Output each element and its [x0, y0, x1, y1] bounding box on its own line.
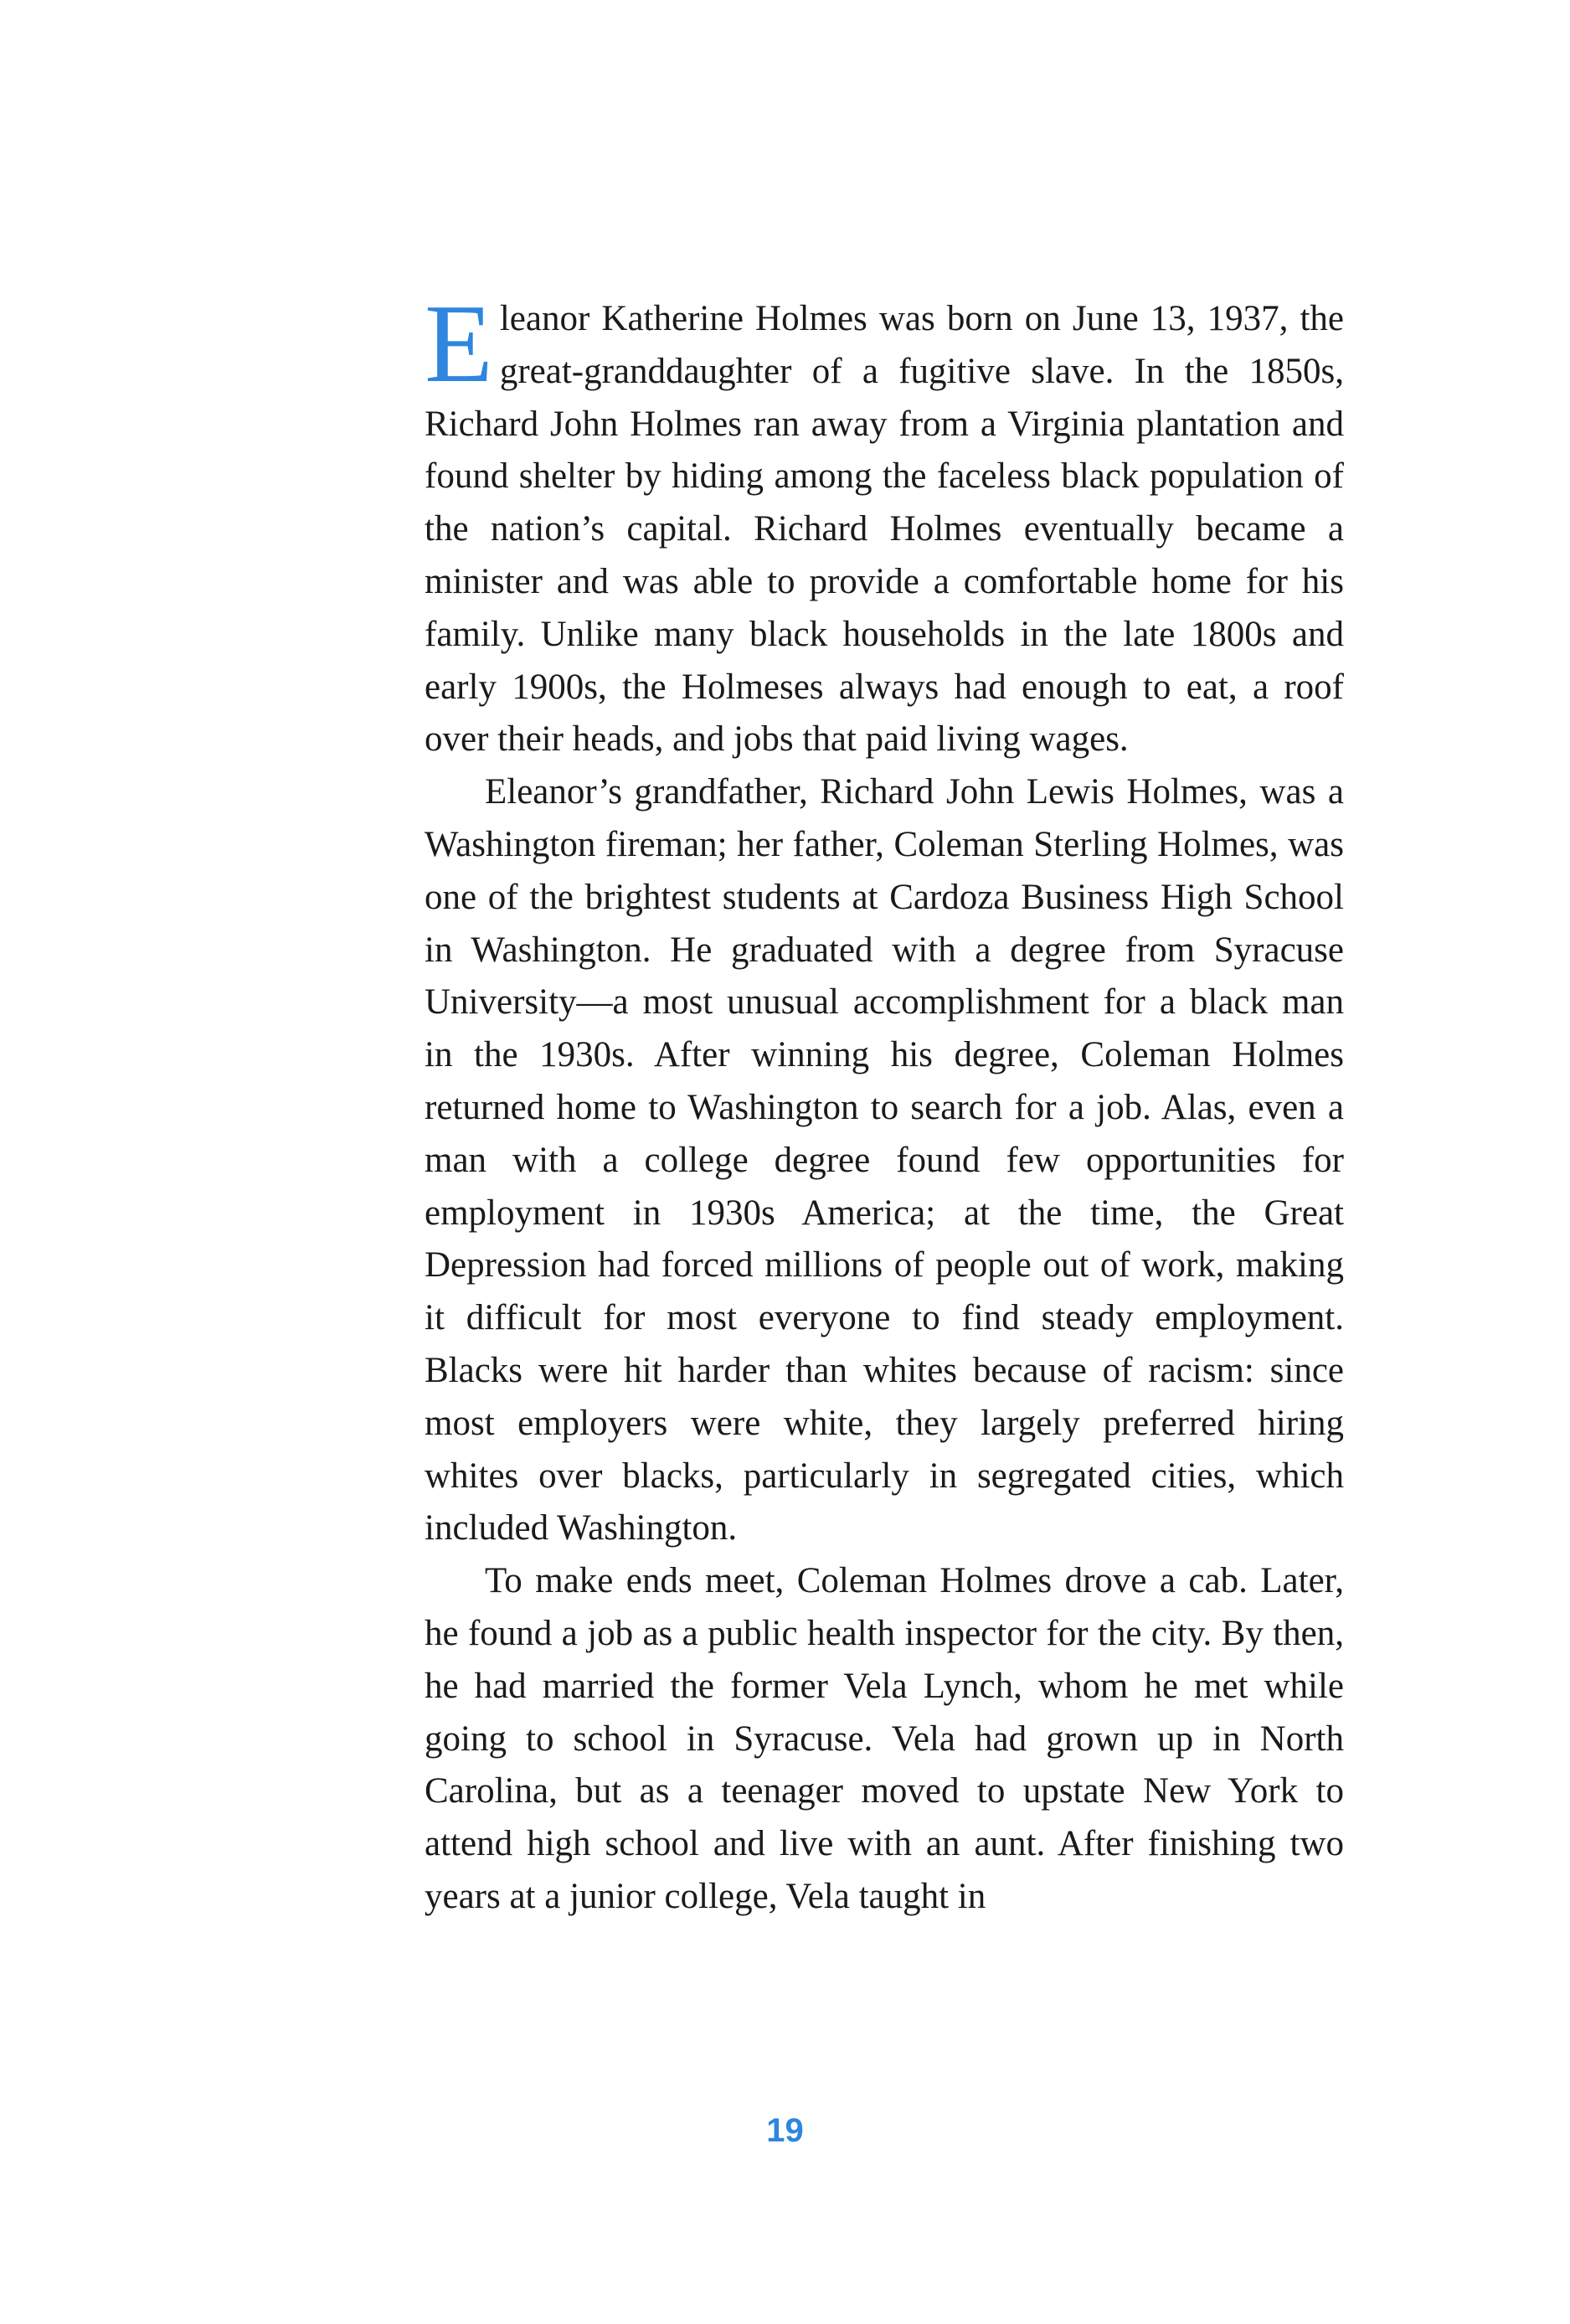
drop-cap-letter: E — [425, 281, 493, 405]
paragraph-3: To make ends meet, Coleman Holmes drove a cab. Later, he found a job as a public health inspector for the city. By then, he had married the former Vela Lynch, whom he met while going to school in Syracuse. Vela had grown up in North Carolina, but as a teenager moved to upstate New York to attend high school and live with an aunt. After finishing two years at a junior college, Vela taught in — [425, 1561, 1344, 1916]
paragraph-2: Eleanor’s grandfather, Richard John Lewis Holmes, was a Washington fireman; her father, Coleman Sterling Holmes, was one of the brightest students at Cardoza Business High School in Washington. He graduated with a degree from Syracuse University—a most unusual accomplishment for a black man in the 1930s. After winning his degree, Coleman Holmes returned home to Washington to search for a job. Alas, even a man with a college degree found few opportunities for employment in 1930s America; at the time, the Great Depression had forced millions of people out of work, making it difficult for most everyone to find steady employment. Blacks were hit harder than whites because of racism: since most employers were white, they largely preferred hiring whites over blacks, particularly in segregated cities, which included Washington. — [425, 772, 1344, 1548]
page-number: 19 — [766, 2112, 804, 2149]
body-text — [425, 281, 1344, 1924]
paragraph-1-text: leanor Katherine Holmes was born on June 13, 1937, the great-granddaughter of a fugitive slave. In the 1850s, Richard John Holmes ran away from a Virginia plantation and found shelter by hiding among the faceless black population of the nation’s capital. Richard Holmes eventually became a minister and was able to provide a comfortable home for his family. Unlike many black households in the late 1800s and early 1900s, the Holmeses always had enough to eat, a roof over their heads, and jobs that paid living wages. — [425, 299, 1344, 760]
paragraph-1 — [425, 281, 1344, 766]
